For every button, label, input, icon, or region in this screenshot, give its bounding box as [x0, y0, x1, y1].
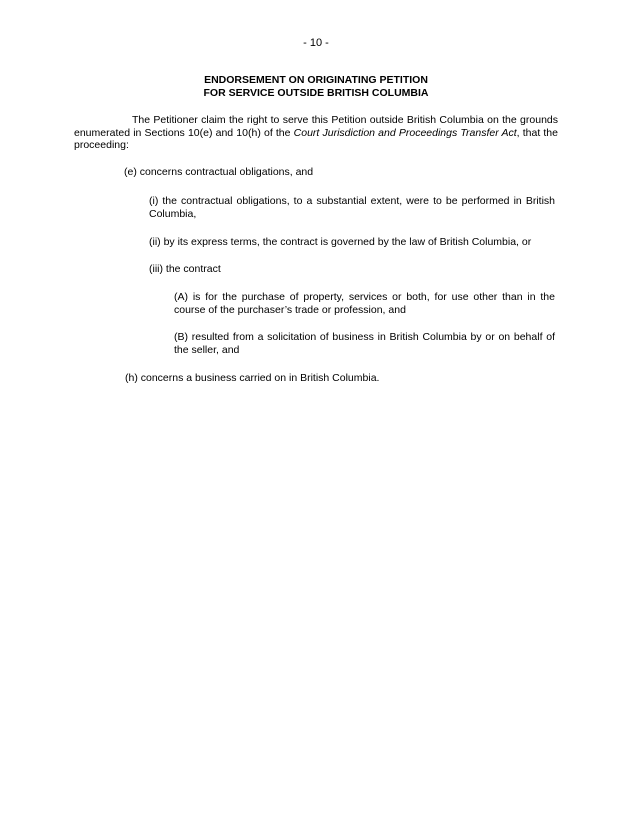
page-number: - 10 -: [303, 37, 329, 49]
subclause-A: (A) is for the purchase of property, services or both, for use other than in the course of the purchaser’s trade or profession, and: [174, 291, 555, 316]
document-title-line-1: ENDORSEMENT ON ORIGINATING PETITION: [204, 74, 428, 86]
intro-paragraph: [74, 114, 558, 152]
intro-text-after: , that the proceeding:: [74, 126, 558, 151]
clause-h: (h) concerns a business carried on in British Columbia.: [125, 372, 380, 384]
intro-text-before: The Petitioner claim the right to serve this Petition outside British Columbia on the grounds enumerated in Sections 10(e) and 10(h) of the: [74, 114, 558, 139]
subclause-B: (B) resulted from a solicitation of business in British Columbia by or on behalf of the seller, and: [174, 331, 555, 356]
clause-e: (e) concerns contractual obligations, and: [124, 166, 314, 178]
subclause-iii: (iii) the contract: [149, 263, 221, 275]
document-title-line-2: FOR SERVICE OUTSIDE BRITISH COLUMBIA: [203, 87, 429, 99]
subclause-ii: (ii) by its express terms, the contract is governed by the law of British Columbia, or: [149, 236, 532, 248]
act-name: Court Jurisdiction and Proceedings Transfer Act: [293, 126, 517, 139]
subclause-i: (i) the contractual obligations, to a substantial extent, were to be performed in British Columbia,: [149, 195, 555, 220]
